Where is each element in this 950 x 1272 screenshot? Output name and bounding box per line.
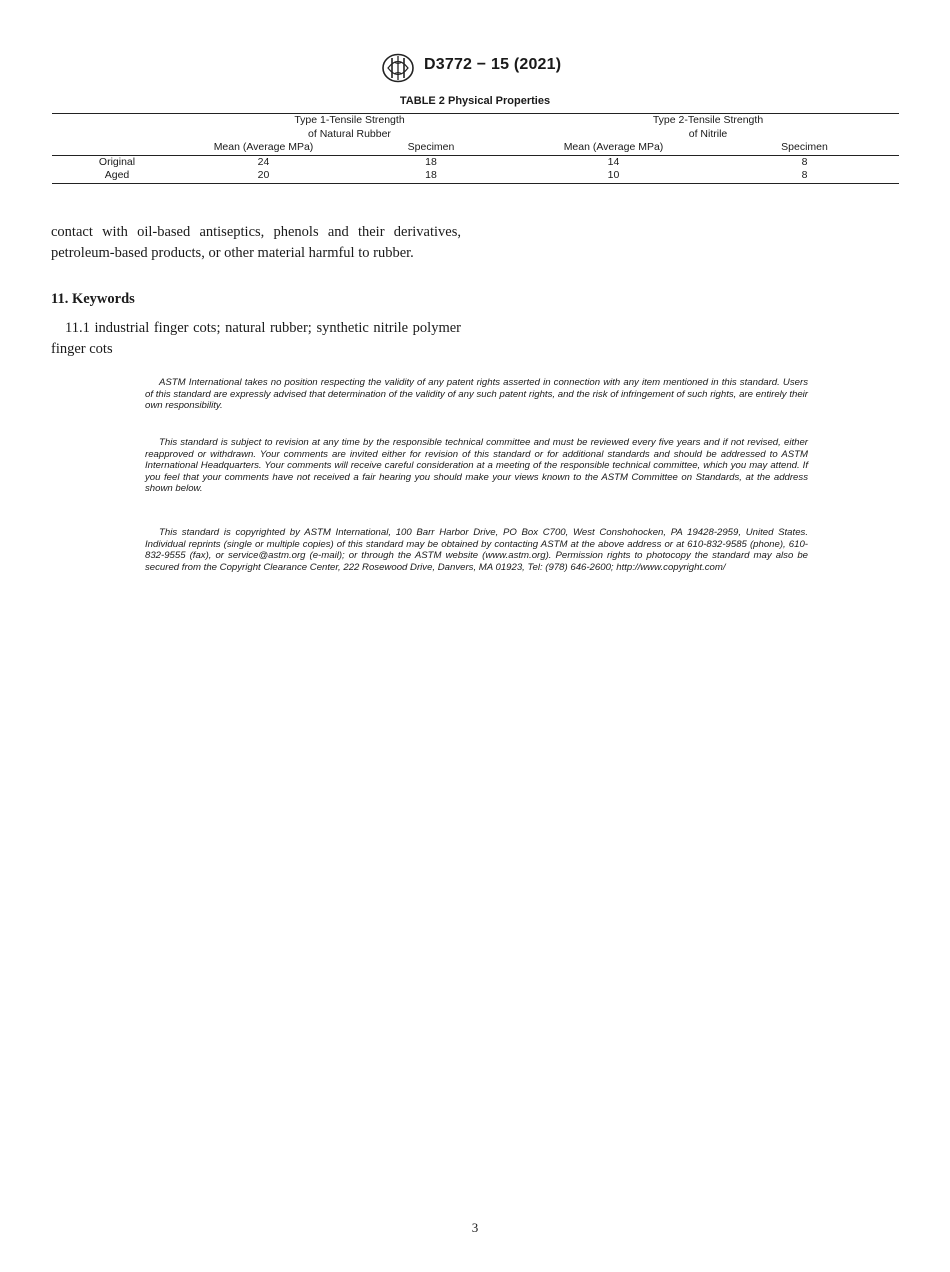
table-cell: 8	[710, 169, 899, 183]
row-label: Aged	[52, 169, 182, 183]
copyright-notice: This standard is copyrighted by ASTM International, 100 Barr Harbor Drive, PO Box C700, West Conshohocken, PA 19428-2959, United States. Individual reprints (single or multiple copies) of this standard may be obtained by contacting ASTM at the above address or at 610-832-9585 (phone), 610-832-9555 (fax), or service@astm.org (e-mail); or through the ASTM website (www.astm.org). Permission rights to photocopy the standard may also be secured from the Copyright Clearance Center, 222 Rosewood Drive, Danvers, MA 01923, Tel: (978) 646-2600; http://www.copyright.com/	[145, 527, 808, 573]
table-group-header-row	[52, 128, 899, 142]
group2-heading-line1: Type 2-Tensile Strength	[517, 114, 899, 128]
group1-heading-line2: of Natural Rubber	[308, 127, 391, 140]
page-number: 3	[471, 1220, 479, 1235]
table-column-header-row	[52, 141, 899, 155]
table-cell: 18	[425, 155, 437, 168]
astm-logo-icon	[381, 53, 415, 83]
column-header: Specimen	[345, 141, 517, 155]
table-cell: 20	[182, 169, 345, 183]
table-cell: 24	[257, 155, 270, 168]
column-header: Specimen	[710, 141, 899, 155]
patent-notice: ASTM International takes no position respecting the validity of any patent rights asserted in connection with any item mentioned in this standard. Users of this standard are expressly advised that determination of the validity of any such patent rights, and the risk of infringement of such rights, are entirely their own responsibility.	[145, 377, 808, 412]
revision-notice: This standard is subject to revision at any time by the responsible technical committee and must be reviewed every five years and if not revised, either reapproved or withdrawn. Your comments are invited either for revision of this standard or for additional standards and should be addressed to ASTM International Headquarters. Your comments will receive careful consideration at a meeting of the responsible technical committee, which you may attend. If you feel that your comments have not received a fair hearing you should make your views known to the ASTM Committee on Standards, at the address shown below.	[145, 437, 808, 495]
physical-properties-table	[52, 113, 899, 184]
table-row	[52, 169, 899, 183]
table-cell: 8	[801, 155, 808, 168]
column-header: Mean (Average MPa)	[517, 141, 710, 155]
keywords-paragraph: 11.1 industrial finger cots; natural rubber; synthetic nitrile polymer finger cots	[51, 320, 461, 357]
table-group-header-row	[52, 114, 899, 128]
section-heading-keywords: 11. Keywords	[51, 291, 135, 307]
table-cell: 14	[607, 155, 620, 168]
table-cell: 18	[345, 169, 517, 183]
document-designation: D3772 − 15 (2021)	[424, 56, 562, 73]
page-header	[0, 52, 950, 86]
column-header: Mean (Average MPa)	[182, 141, 345, 155]
group1-heading-line1: Type 1-Tensile Strength	[182, 114, 517, 128]
table-row	[52, 155, 899, 169]
body-paragraph: contact with oil-based antiseptics, phenols and their derivatives, petroleum-based products, or other material harmful to rubber.	[51, 224, 461, 261]
row-label: Original	[98, 155, 136, 168]
table-title: TABLE 2 Physical Properties	[399, 95, 551, 107]
group2-heading-line2: of Nitrile	[688, 127, 728, 140]
table-cell: 10	[517, 169, 710, 183]
